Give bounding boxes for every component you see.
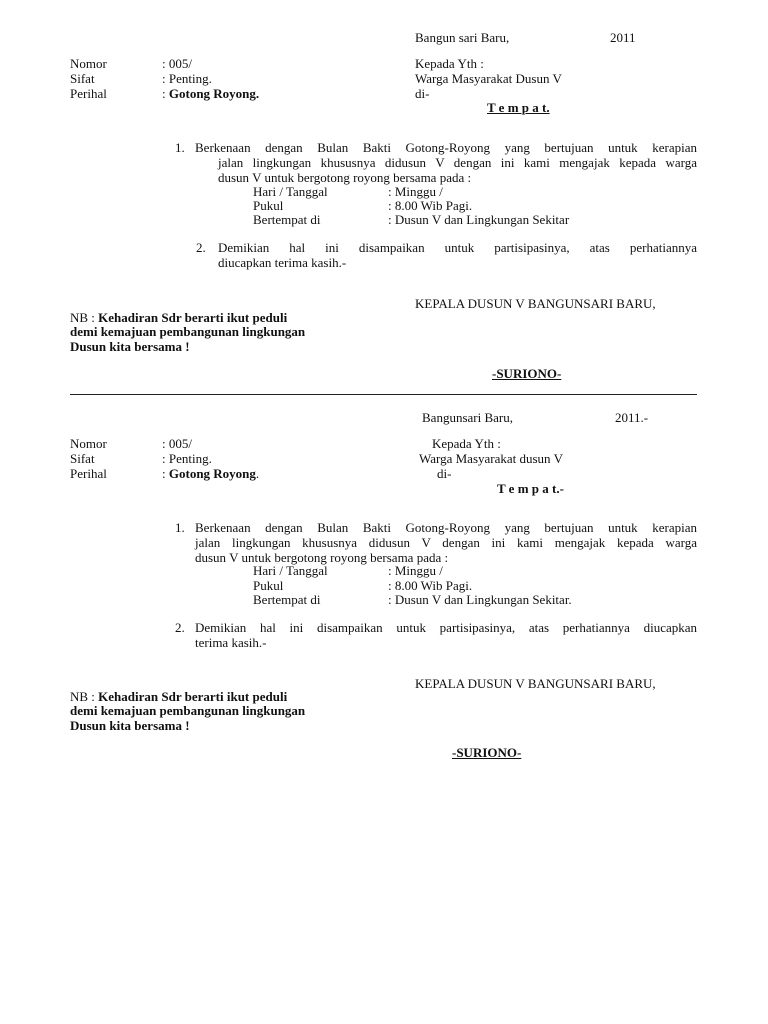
nb-prefix: NB : <box>70 310 99 325</box>
meta-value-perihal: : Gotong Royong. <box>162 466 260 481</box>
item-paragraph <box>195 620 697 650</box>
detail-value: : Dusun V dan Lingkungan Sekitar <box>388 212 570 227</box>
detail-label: Hari / Tanggal <box>253 563 328 578</box>
item-line: terima kasih.- <box>195 635 267 650</box>
item-number: 1. <box>175 140 185 155</box>
detail-label: Bertempat di <box>253 212 321 227</box>
nb-line: Dusun kita bersama ! <box>70 339 190 354</box>
item-line: diucapkan terima kasih.- <box>218 255 347 270</box>
nb-line: demi kemajuan pembangunan lingkungan <box>70 703 306 718</box>
item-paragraph <box>195 520 697 565</box>
signature-title: KEPALA DUSUN V BANGUNSARI BARU, <box>415 296 656 311</box>
item-number: 2. <box>196 240 206 255</box>
detail-label: Pukul <box>253 198 284 213</box>
nb-note <box>70 689 287 704</box>
recipient-di: di- <box>415 86 430 101</box>
meta-value-sifat: : Penting. <box>162 71 212 86</box>
signature-title: KEPALA DUSUN V BANGUNSARI BARU, <box>415 676 656 691</box>
item-line: Berkenaan dengan Bulan Bakti Gotong-Royong yang bertujuan untuk kerapian <box>195 140 697 155</box>
nb-line: Kehadiran Sdr berarti ikut peduli <box>98 310 288 325</box>
recipient-tempat: T e m p a t.- <box>497 481 564 496</box>
meta-label-nomor: Nomor <box>70 436 107 451</box>
item-line: Berkenaan dengan Bulan Bakti Gotong-Royong yang bertujuan untuk kerapian <box>195 520 697 535</box>
detail-label: Bertempat di <box>253 592 321 607</box>
detail-value: : 8.00 Wib Pagi. <box>388 198 473 213</box>
meta-label-perihal: Perihal <box>70 466 107 481</box>
recipient-kepada: Kepada Yth : <box>432 436 501 451</box>
meta-label-sifat: Sifat <box>70 451 95 466</box>
recipient-di: di- <box>437 466 452 481</box>
place-date: Bangun sari Baru, <box>415 30 510 45</box>
nb-line: Kehadiran Sdr berarti ikut peduli <box>98 689 288 704</box>
item-line: jalan lingkungan khususnya didusun V dengan ini kami mengajak kepada warga <box>218 155 697 170</box>
divider-line <box>70 394 697 395</box>
item-paragraph <box>218 240 697 270</box>
nb-prefix: NB : <box>70 689 99 704</box>
detail-value: : Minggu / <box>388 184 443 199</box>
recipient-kepada: Kepada Yth : <box>415 56 484 71</box>
nb-line: Dusun kita bersama ! <box>70 718 190 733</box>
signer-name: -SURIONO- <box>452 745 522 760</box>
item-line: Demikian hal ini disampaikan untuk partisipasinya, atas perhatiannya <box>218 240 697 255</box>
recipient-warga: Warga Masyarakat Dusun V <box>415 71 562 86</box>
detail-value: : Minggu / <box>388 563 443 578</box>
meta-label-sifat: Sifat <box>70 71 95 86</box>
detail-value: : 8.00 Wib Pagi. <box>388 578 473 593</box>
nb-line: demi kemajuan pembangunan lingkungan <box>70 324 306 339</box>
item-number: 1. <box>175 520 185 535</box>
meta-label-nomor: Nomor <box>70 56 107 71</box>
item-line: dusun V untuk bergotong royong bersama pada : <box>195 550 449 565</box>
detail-label: Pukul <box>253 578 284 593</box>
item-line: jalan lingkungan khususnya didusun V dengan ini kami mengajak kepada warga <box>195 535 697 550</box>
recipient-tempat: T e m p a t. <box>487 100 550 115</box>
signer-name: -SURIONO- <box>492 366 562 381</box>
year: 2011 <box>610 30 636 45</box>
item-paragraph <box>195 140 697 185</box>
nb-note <box>70 310 287 325</box>
year: 2011.- <box>615 410 649 425</box>
meta-value-sifat: : Penting. <box>162 451 212 466</box>
recipient-warga: Warga Masyarakat dusun V <box>419 451 563 466</box>
item-line: Demikian hal ini disampaikan untuk partisipasinya, atas perhatiannya diucapkan <box>195 620 697 635</box>
item-line: dusun V untuk bergotong royong bersama pada : <box>218 170 472 185</box>
detail-value: : Dusun V dan Lingkungan Sekitar. <box>388 592 572 607</box>
meta-label-perihal: Perihal <box>70 86 107 101</box>
meta-value-nomor: : 005/ <box>162 56 192 71</box>
detail-label: Hari / Tanggal <box>253 184 328 199</box>
meta-value-perihal: : Gotong Royong. <box>162 86 260 101</box>
meta-value-nomor: : 005/ <box>162 436 192 451</box>
place-date: Bangunsari Baru, <box>422 410 513 425</box>
item-number: 2. <box>175 620 185 635</box>
